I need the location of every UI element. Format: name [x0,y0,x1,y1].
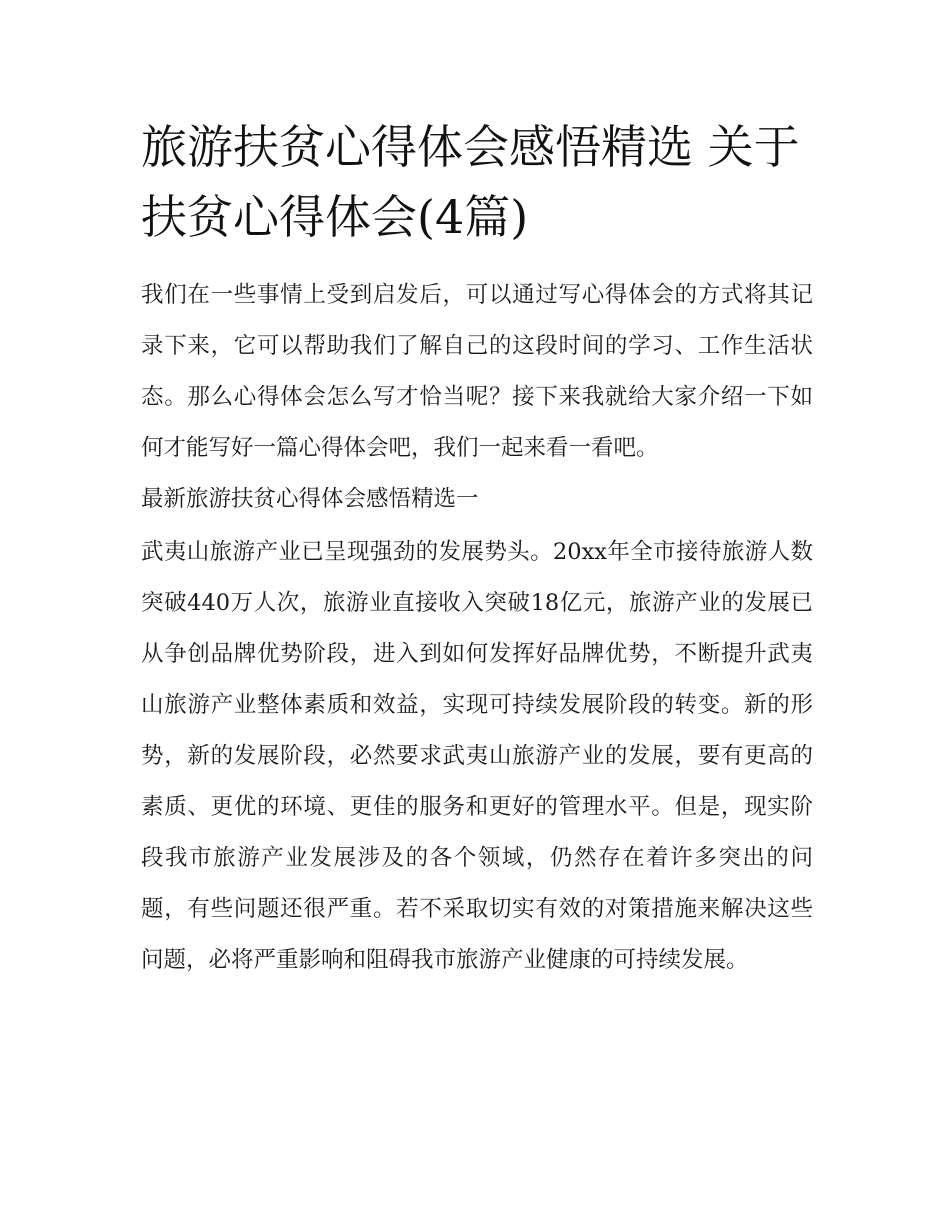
section-heading: 最新旅游扶贫心得体会感悟精选一 [141,486,479,512]
body-paragraph: 武夷山旅游产业已呈现强劲的发展势头。20xx年全市接待旅游人数突破440万人次，旅游业直接收入突破18亿元，旅游产业的发展已从争创品牌优势阶段，进入到如何发挥好品牌优势，不断提升武夷山旅游产业整体素质和效益，实现可持续发展阶段的转变。新的形势，新的发展阶段，必然要求武夷山旅游产业的发展，要有更高的素质、更优的环境、更佳的服务和更好的管理水平。但是，现实阶段我市旅游产业发展涉及的各个领域，仍然存在着许多突出的问题，有些问题还很严重。若不采取切实有效的对策措施来解决这些问题，必将严重影响和阻碍我市旅游产业健康的可持续发展。 [141,539,813,973]
intro-paragraph: 我们在一些事情上受到启发后，可以通过写心得体会的方式将其记录下来，它可以帮助我们了解自己的这段时间的学习、工作生活状态。那么心得体会怎么写才恰当呢？接下来我就给大家介绍一下如何才能写好一篇心得体会吧，我们一起来看一看吧。 [141,282,813,461]
document-page [141,112,813,986]
document-title: 旅游扶贫心得体会感悟精选 关于扶贫心得体会(4篇) [141,120,800,244]
